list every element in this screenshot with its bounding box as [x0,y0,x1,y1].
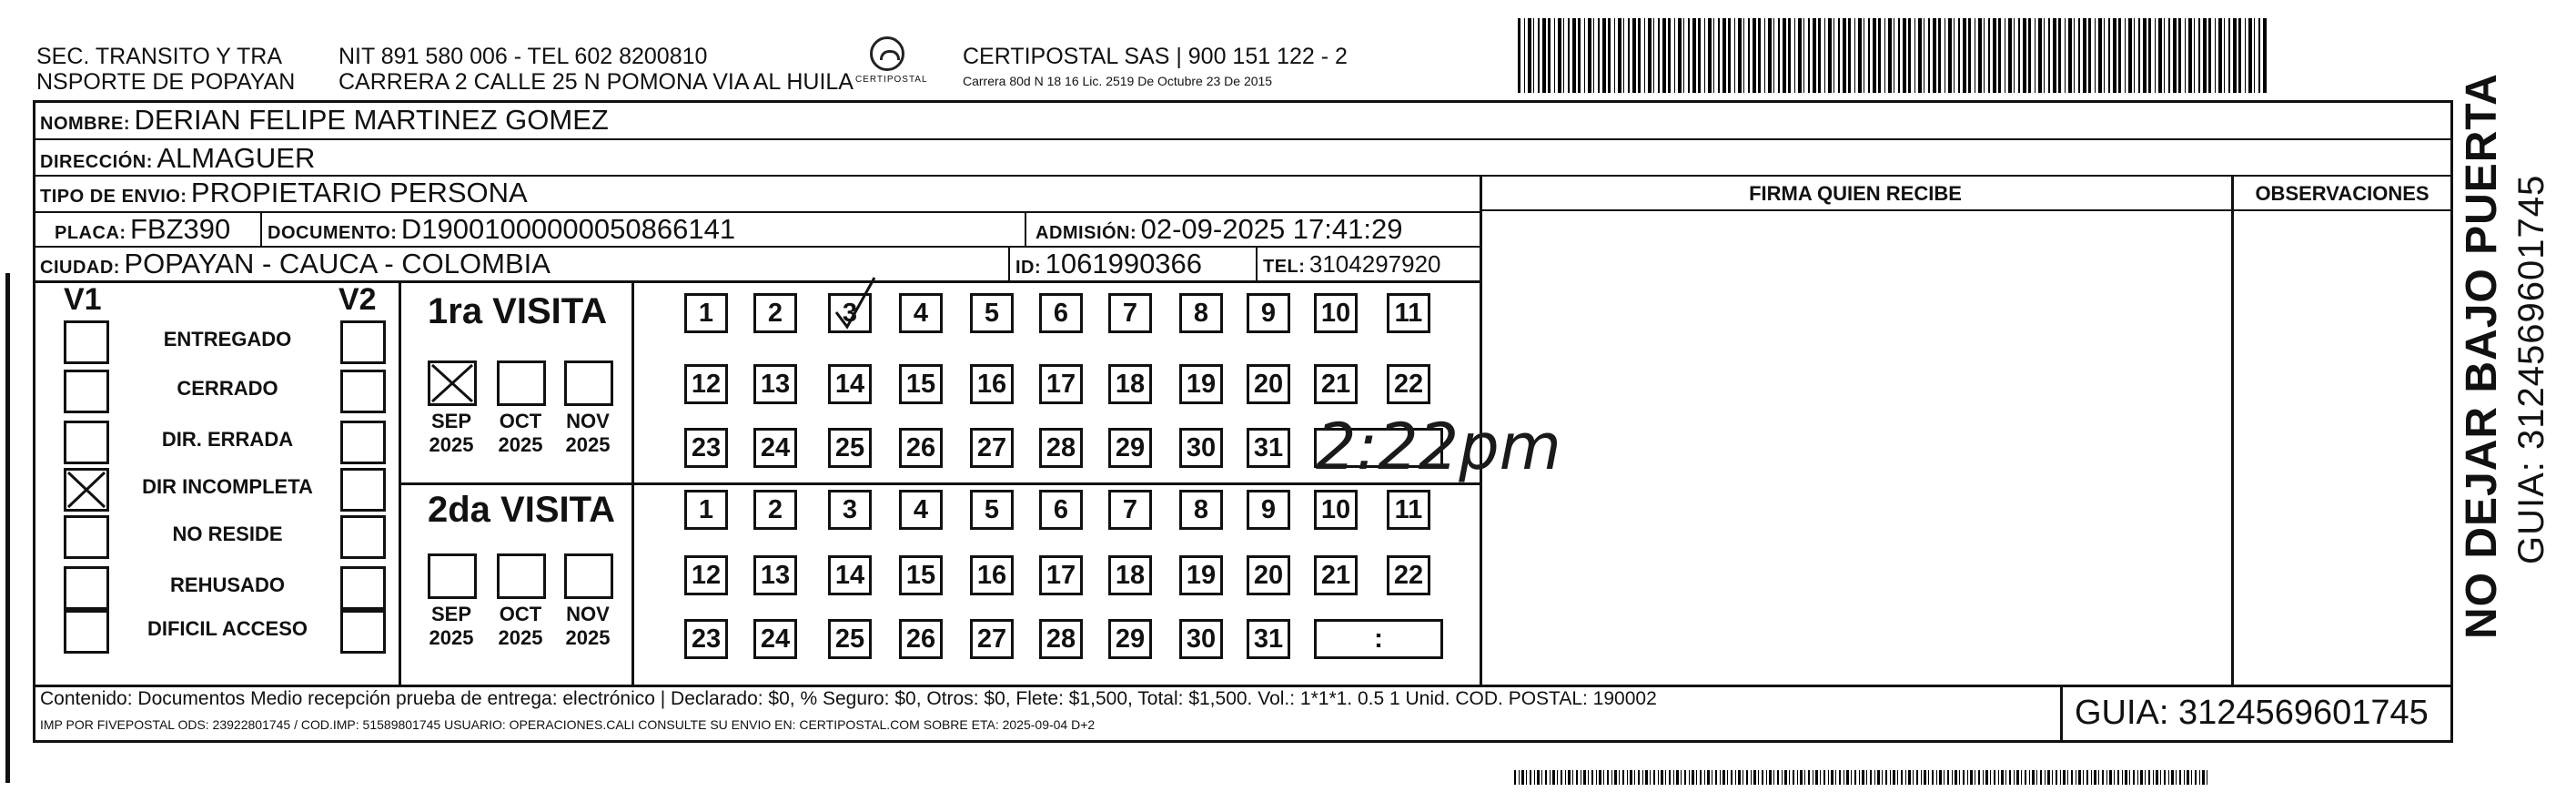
month-checkbox[interactable] [497,553,546,599]
day-number: 4 [913,495,929,524]
day-number: 19 [1186,370,1217,399]
day-number: 17 [1046,561,1076,590]
month-name: NOV [566,410,610,432]
month-label [561,410,615,457]
day-number: 7 [1122,299,1138,328]
day-checkbox[interactable] [1108,428,1152,468]
day-number: 14 [834,370,865,399]
day-number: 22 [1393,370,1424,399]
v1-checkbox[interactable] [64,421,109,464]
sender-name-line2: NSPORTE DE POPAYAN [36,69,296,95]
tel-label: TEL: [1263,257,1306,277]
day-checkbox[interactable] [1314,555,1358,595]
day-checkbox[interactable] [828,619,872,659]
day-number: 28 [1046,433,1076,462]
month-year: 2025 [429,433,474,456]
day-number: 24 [760,433,791,462]
v1-checkbox[interactable] [64,566,109,610]
admision-label: ADMISIÓN: [1035,223,1137,243]
day-checkbox[interactable] [753,293,797,333]
day-number: 22 [1393,561,1424,590]
reason-label: DIR. ERRADA [161,428,294,451]
day-checkbox[interactable] [899,293,943,333]
day-checkbox[interactable] [1387,293,1430,333]
day-number: 6 [1053,299,1069,328]
v1-header: V1 [64,282,102,317]
sender-nit-tel: NIT 891 580 006 - TEL 602 8200810 [338,44,708,69]
cell-divider [1025,211,1026,246]
day-number: 30 [1186,433,1217,462]
id-value: 1061990366 [1045,248,1203,279]
day-number: 18 [1115,561,1146,590]
top-barcode [1518,18,2268,93]
visit-2-time-box[interactable] [1314,619,1443,659]
visit-1-title: 1ra VISITA [428,291,608,331]
day-checkbox[interactable] [1314,490,1358,530]
footer-print-line: IMP POR FIVEPOSTAL ODS: 23922801745 / COD.IMP: 51589801745 USUARIO: OPERACIONES.CALI CONSULTE SU ENVIO EN: CERTIPOSTAL.COM SOBRE ETA: 2025-09-04 D+2 [40,717,1096,732]
day-checkbox[interactable] [1108,555,1152,595]
day-checkbox[interactable] [1179,555,1223,595]
day-number: 13 [760,561,791,590]
nombre-label: NOMBRE: [40,114,131,134]
day-number: 16 [976,561,1007,590]
day-checkbox[interactable] [970,619,1014,659]
nombre-value: DERIAN FELIPE MARTINEZ GOMEZ [134,104,609,136]
day-checkbox[interactable] [899,619,943,659]
month-checkbox[interactable] [428,360,477,406]
day-number: 25 [834,624,865,654]
day-checkbox[interactable] [1039,428,1083,468]
day-number: 16 [976,370,1007,399]
v2-checkbox[interactable] [340,468,386,512]
documento-label: DOCUMENTO: [268,223,398,243]
day-checkbox[interactable] [1247,619,1290,659]
day-number: 17 [1046,370,1076,399]
day-checkbox[interactable] [753,555,797,595]
month-label [561,603,615,650]
month-name: OCT [499,410,542,432]
certipostal-logo-icon [870,36,906,73]
day-checkbox[interactable] [1108,619,1152,659]
day-checkbox[interactable] [970,490,1014,530]
day-number: 11 [1394,495,1423,524]
v1-checkbox[interactable] [64,515,109,559]
day-checkbox[interactable] [828,293,872,333]
tel-value: 3104297920 [1308,250,1441,278]
month-label [424,603,479,650]
day-number: 2 [767,495,783,524]
day-checkbox[interactable] [753,490,797,530]
day-number: 20 [1253,561,1284,590]
day-checkbox[interactable] [1039,364,1083,404]
day-checkbox[interactable] [1039,490,1083,530]
reason-label: NO RESIDE [172,523,283,545]
day-number: 6 [1053,495,1069,524]
day-checkbox[interactable] [970,428,1014,468]
sender-name-line1: SEC. TRANSITO Y TRA [36,44,282,69]
id-label: ID: [1015,258,1042,278]
day-number: 21 [1320,561,1351,590]
day-number: 4 [913,299,929,328]
day-checkbox[interactable] [1314,293,1358,333]
v2-checkbox[interactable] [340,421,386,464]
day-number: 9 [1260,299,1277,328]
day-checkbox[interactable] [1387,555,1430,595]
bottom-barcode [1514,770,2210,785]
reason-label: CERRADO [177,377,278,400]
day-checkbox[interactable] [684,490,728,530]
day-checkbox[interactable] [970,555,1014,595]
day-number: 8 [1193,299,1209,328]
day-checkbox[interactable] [899,364,943,404]
day-checkbox[interactable] [684,555,728,595]
nombre-row [40,104,609,142]
day-number: 5 [984,495,1000,524]
firma-quien-recibe-header: FIRMA QUIEN RECIBE [1749,182,1962,205]
scan-edge-mark [5,273,10,783]
footer-guia-border [2060,685,2063,743]
day-checkbox[interactable] [1179,619,1223,659]
documento-value: D19001000000050866141 [400,213,736,245]
day-checkbox[interactable] [1247,293,1290,333]
day-checkbox[interactable] [1108,293,1152,333]
day-number: 23 [691,624,722,654]
cell-divider [260,211,262,246]
months-right-border [631,280,634,685]
day-checkbox[interactable] [1039,555,1083,595]
ciudad-value: POPAYAN - CAUCA - COLOMBIA [124,248,551,279]
month-name: OCT [499,603,542,625]
day-checkbox[interactable] [753,364,797,404]
month-year: 2025 [565,626,611,649]
month-year: 2025 [565,433,611,456]
day-checkbox[interactable] [1179,293,1223,333]
day-checkbox[interactable] [1039,293,1083,333]
no-dejar-bajo-puerta: NO DEJAR BAJO PUERTA [2458,73,2506,639]
v2-checkbox[interactable] [340,320,386,364]
month-checkbox[interactable] [497,360,546,406]
placa-label: PLACA: [55,223,126,243]
day-checkbox[interactable] [828,555,872,595]
day-number: 28 [1046,624,1076,654]
day-number: 30 [1186,624,1217,654]
day-number: 15 [905,561,936,590]
day-number: 23 [691,433,722,462]
day-number: 3 [842,299,858,328]
day-checkbox[interactable] [1179,428,1223,468]
cell-divider [1008,246,1010,280]
day-number: 12 [691,561,722,590]
observaciones-header: OBSERVACIONES [2255,182,2430,205]
day-checkbox[interactable] [1247,555,1290,595]
direccion-label: DIRECCIÓN: [40,152,153,172]
month-year: 2025 [498,433,543,456]
day-number: 26 [905,433,936,462]
visit-2-title: 2da VISITA [428,490,615,530]
month-name: SEP [430,603,472,625]
row-divider [33,280,1480,283]
direccion-value: ALMAGUER [157,142,316,174]
day-checkbox[interactable] [970,293,1014,333]
day-number: 1 [698,495,714,524]
day-checkbox[interactable] [899,428,943,468]
v2-header: V2 [338,282,377,317]
footer-top-line [33,685,2453,687]
v1-checkbox[interactable] [64,610,109,654]
day-number: 31 [1253,624,1284,654]
day-checkbox[interactable] [828,364,872,404]
day-checkbox[interactable] [1387,490,1430,530]
columns-top-line [1480,175,2453,177]
day-number: 8 [1193,495,1209,524]
day-number: 26 [905,624,936,654]
day-checkbox[interactable] [1314,364,1358,404]
day-checkbox[interactable] [684,619,728,659]
footer-content-line: Contenido: Documentos Medio recepción prueba de entrega: electrónico | Declarado: $0, % Seguro: $0, Otros: $0, Flete: $1,500, Total: $1,500. Vol.: 1*1*1. 0.5 1 Unid. COD. POSTAL: 190002 [40,688,1657,709]
v2-checkbox[interactable] [340,610,386,654]
day-number: 24 [760,624,791,654]
tipo-envio-label: TIPO DE ENVIO: [40,187,187,207]
v2-checkbox[interactable] [340,566,386,610]
day-checkbox[interactable] [1247,428,1290,468]
reason-label: DIFICIL ACCESO [146,617,308,640]
month-year: 2025 [429,626,474,649]
certipostal-logo-text: CERTIPOSTAL [855,75,928,85]
day-number: 27 [976,624,1007,654]
day-number: 21 [1320,370,1351,399]
row-divider [33,138,2453,140]
reason-label: DIR INCOMPLETA [142,475,313,498]
day-number: 29 [1115,433,1146,462]
placa-value: FBZ390 [130,213,231,245]
visit-1-handwritten-time: 2:22pm [1316,410,1561,484]
day-checkbox[interactable] [1108,364,1152,404]
day-number: 18 [1115,370,1146,399]
day-number: 25 [834,433,865,462]
cell-divider [1256,246,1258,280]
day-check-mark [831,272,885,336]
month-label [493,603,548,650]
carrier-address-license: Carrera 80d N 18 16 Lic. 2519 De Octubre 23 De 2015 [963,74,1273,88]
footer-guia: GUIA: 3124569601745 [2075,694,2429,732]
columns-head-line [1480,209,2453,211]
day-checkbox[interactable] [1247,364,1290,404]
side-guia: GUIA: 3124569601745 [2511,174,2551,564]
tipo-envio-value: PROPIETARIO PERSONA [190,177,528,208]
day-number: 20 [1253,370,1284,399]
v2-checkbox[interactable] [340,370,386,413]
day-number: 10 [1320,495,1351,524]
day-number: 1 [698,299,714,328]
month-label [424,410,479,457]
day-checkbox[interactable] [828,428,872,468]
day-number: 5 [984,299,1000,328]
day-checkbox[interactable] [684,293,728,333]
day-checkbox[interactable] [899,555,943,595]
day-number: 11 [1394,299,1423,328]
day-number: 7 [1122,495,1138,524]
month-name: SEP [430,410,472,432]
day-number: 29 [1115,624,1146,654]
day-checkbox[interactable] [1387,364,1430,404]
month-checkbox[interactable] [428,553,477,599]
day-checkbox[interactable] [684,428,728,468]
day-number: 10 [1320,299,1351,328]
day-checkbox[interactable] [1039,619,1083,659]
carrier-name: CERTIPOSTAL SAS | 900 151 122 - 2 [963,44,1348,69]
day-checkbox[interactable] [1247,490,1290,530]
day-number: 13 [760,370,791,399]
tipo-envio-row [40,177,528,215]
day-checkbox[interactable] [970,364,1014,404]
day-checkbox[interactable] [1108,490,1152,530]
reason-label: ENTREGADO [163,328,292,350]
day-number: 27 [976,433,1007,462]
day-number: 12 [691,370,722,399]
day-checkbox[interactable] [1179,364,1223,404]
month-checkbox[interactable] [564,360,613,406]
day-number: 14 [834,561,865,590]
month-year: 2025 [498,626,543,649]
observaciones-left-border [2231,175,2234,685]
visit-2-time: : [1374,624,1383,654]
ciudad-label: CIUDAD: [40,258,120,278]
v1-checkbox[interactable] [64,320,109,364]
v2-checkbox[interactable] [340,515,386,559]
day-number: 15 [905,370,936,399]
admision-value: 02-09-2025 17:41:29 [1140,213,1403,245]
reason-label: REHUSADO [170,574,285,596]
month-checkbox[interactable] [564,553,613,599]
tel-cell [1263,248,1441,285]
day-checkbox[interactable] [684,364,728,404]
day-number: 2 [767,299,783,328]
v1-checkbox[interactable] [64,370,109,413]
day-checkbox[interactable] [753,619,797,659]
day-checkbox[interactable] [828,490,872,530]
day-checkbox[interactable] [753,428,797,468]
sender-address: CARRERA 2 CALLE 25 N POMONA VIA AL HUILA [338,69,854,95]
day-checkbox[interactable] [899,490,943,530]
month-name: NOV [566,603,610,625]
month-label [493,410,548,457]
day-number: 31 [1253,433,1284,462]
day-number: 9 [1260,495,1277,524]
v1-checkbox[interactable] [64,468,109,512]
day-checkbox[interactable] [1179,490,1223,530]
day-number: 19 [1186,561,1217,590]
day-number: 3 [842,495,858,524]
